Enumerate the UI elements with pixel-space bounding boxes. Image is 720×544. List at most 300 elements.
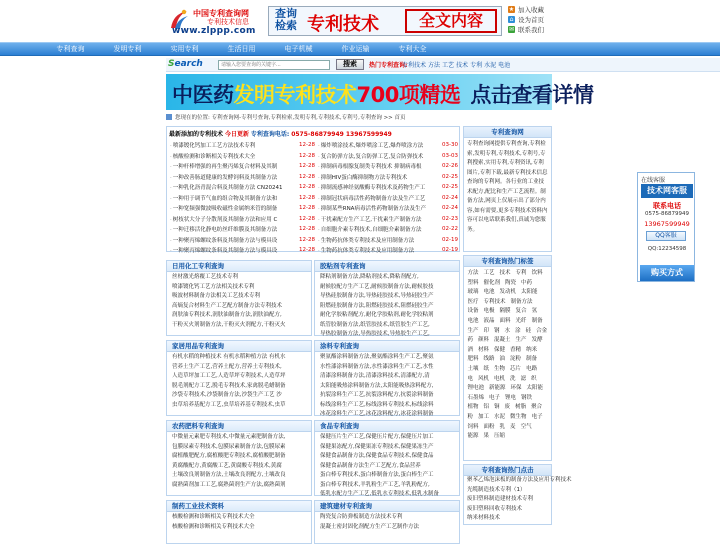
hot-tag[interactable]: 油 bbox=[499, 356, 506, 363]
hot-click-item[interactable]: 纳米材料技术 bbox=[467, 515, 501, 522]
latest-title: 最新添加的专利技术 bbox=[169, 131, 224, 138]
section-item[interactable]: 蛋白棒专利技术,羊乳粉生产工艺,羊乳粉配方, bbox=[320, 481, 430, 488]
latest-item[interactable] bbox=[318, 161, 458, 172]
hot-tag[interactable]: 电 bbox=[467, 375, 474, 382]
latest-item[interactable] bbox=[170, 151, 315, 162]
hot-tag[interactable]: 材料 bbox=[478, 346, 490, 353]
latest-item-title: · 复合防弹方法,复合防弹工艺,复合防弹技术 bbox=[318, 152, 440, 160]
cs-online-label: 在线客服 bbox=[641, 177, 666, 184]
hot-tag[interactable]: 工艺 bbox=[483, 270, 495, 276]
latest-right-list bbox=[318, 140, 458, 256]
latest-item-date: 02-23 bbox=[442, 215, 458, 222]
hot-tag[interactable]: 肥料 bbox=[467, 356, 479, 363]
hot-tag[interactable]: 滤 bbox=[520, 375, 527, 382]
latest-item[interactable] bbox=[170, 140, 315, 151]
latest-item-title: · 核酸检测和诊断相关专利技术大全 bbox=[170, 152, 297, 160]
nav-item-2[interactable]: 实用专利 bbox=[170, 45, 199, 53]
section-item[interactable]: 标线涂料生产工艺,标线涂料专利技术,标线涂料 bbox=[320, 401, 434, 408]
section-list bbox=[167, 432, 311, 490]
hot-tag[interactable]: 铝 bbox=[483, 404, 490, 411]
site-intro-title: 专利查询网 bbox=[464, 127, 551, 138]
hot-tag[interactable]: 水泥 bbox=[494, 413, 506, 420]
latest-item-date: 03-30 bbox=[442, 142, 458, 149]
latest-item[interactable] bbox=[318, 151, 458, 162]
section-item[interactable]: 腐熟菌剂加工工艺,腐熟菌剂生产方法,腐熟菌剂 bbox=[172, 481, 286, 488]
hot-tag[interactable]: 洗 bbox=[510, 375, 516, 382]
latest-item-date: 02-24 bbox=[442, 194, 458, 201]
hot-tag[interactable]: 太阳能 bbox=[521, 289, 538, 296]
hot-tag[interactable]: 微生物 bbox=[510, 413, 527, 420]
section-construction bbox=[314, 500, 460, 544]
hot-tag[interactable]: 氢 bbox=[531, 308, 538, 315]
section-item[interactable]: 润肤油专利技术,润肤油制备方法,润肤油配方, bbox=[172, 312, 282, 318]
hot-tag[interactable]: 专利 bbox=[515, 270, 527, 276]
section-item[interactable]: 陶瓷复合防弹板制造方法技术专利 bbox=[320, 514, 403, 520]
hot-tag[interactable]: 织 bbox=[531, 375, 537, 382]
latest-item-date: 12-28 bbox=[299, 173, 315, 180]
latest-item-date: 02-19 bbox=[442, 247, 458, 254]
nav-item-0[interactable]: 专利查询 bbox=[56, 45, 85, 53]
latest-item[interactable] bbox=[318, 203, 458, 214]
hot-click-item[interactable]: 废旧塑料回收专利技术 bbox=[467, 505, 523, 512]
section-food bbox=[314, 420, 460, 496]
section-item[interactable]: 中微量元素肥专利技术,中微量元素肥制备方法, bbox=[172, 434, 286, 440]
latest-item[interactable] bbox=[318, 193, 458, 204]
hot-tag[interactable]: 陶瓷 bbox=[505, 279, 517, 286]
section-item[interactable]: 干粉灭火剂制备方法,干粉灭火剂配方,干粉灭火 bbox=[172, 321, 286, 328]
latest-item-title: · 抑制病毒根腺复制类专利技术 抑制病毒根 bbox=[318, 162, 440, 170]
section-item[interactable]: 黄腐酸配方,黄腐酸工艺,黄腐酸专利技术,黄腐 bbox=[172, 462, 282, 469]
section-item[interactable]: 有机水稻的种植技术 有机水稻种植方法 有机水 bbox=[172, 354, 286, 360]
hot-click-item[interactable]: 废旧塑料制造建材技术专利 bbox=[467, 496, 534, 503]
hot-word-link[interactable]: 电池 bbox=[498, 62, 511, 69]
hot-tag[interactable]: 纳米 bbox=[526, 346, 538, 353]
nav-items bbox=[42, 43, 441, 56]
latest-item[interactable] bbox=[318, 140, 458, 151]
hot-tag[interactable]: 新能源 bbox=[489, 385, 506, 392]
latest-item-title: · 抑制流感神经氨酸酶专利技术及药物生产工 bbox=[318, 183, 440, 191]
site-logo[interactable] bbox=[165, 6, 273, 36]
section-list bbox=[315, 432, 459, 500]
hot-tag[interactable]: 加工 bbox=[478, 413, 490, 420]
nav-item-3[interactable]: 生活日用 bbox=[227, 45, 256, 53]
logo-subtitle: 专利技术信息 bbox=[207, 18, 249, 26]
nav-item-6[interactable]: 专利大全 bbox=[398, 45, 427, 53]
nav-item-4[interactable]: 电子机械 bbox=[284, 45, 313, 53]
hot-click-item[interactable]: 光缆制造技术专利（1） bbox=[467, 486, 526, 493]
hot-word-link[interactable]: 工艺 bbox=[442, 62, 455, 69]
section-item[interactable]: 清漆涂料制备方法,清漆涂料技术,清漆配方,清 bbox=[320, 373, 430, 379]
section-pesticide-fertilizer bbox=[166, 420, 312, 496]
latest-item-title: · 自细胞介素专利技术,自细胞介素制备方法 bbox=[318, 225, 440, 233]
customer-service-panel bbox=[637, 172, 695, 282]
hot-tag[interactable]: 涂 bbox=[515, 327, 521, 334]
latest-item[interactable] bbox=[170, 203, 315, 214]
section-item[interactable]: 丝材激光熔覆工艺技术专利 bbox=[172, 274, 239, 280]
hot-tag[interactable]: 复合 bbox=[515, 308, 527, 315]
hot-tag[interactable]: 硅 bbox=[525, 327, 532, 334]
section-title[interactable]: 建筑建材专利查询 bbox=[315, 501, 459, 512]
hot-tag[interactable]: 麦 bbox=[510, 423, 516, 430]
promo-tcm: 中医药 bbox=[172, 83, 234, 107]
hot-tag[interactable]: 生物 bbox=[494, 365, 506, 372]
latest-item[interactable] bbox=[170, 182, 315, 193]
latest-patents-box bbox=[166, 126, 460, 255]
hot-tag[interactable]: 饲料 bbox=[467, 423, 479, 430]
latest-item-title: · 爆炸喷涂技术,爆炸喷涂工艺,爆炸喷涂方法 bbox=[318, 141, 440, 149]
section-item[interactable]: 喷漆镀化钙工艺方法相关技术专利 bbox=[172, 283, 255, 290]
section-item[interactable]: 导热硅胶制备方法,导热硅胶技术,导热硅胶生产 bbox=[320, 293, 434, 299]
breadcrumb-text: 您现在的位置: 专利查询网-专利号查询,专利检索,发明专利,专利技术,专利号,专利查询 >> 首页 bbox=[175, 115, 406, 121]
hot-word-link[interactable]: 专利 bbox=[470, 62, 483, 69]
latest-item-date: 12-28 bbox=[299, 247, 315, 254]
site-intro-text: 专利查询网提供专利查询,专利检索,发明专利,专利技术,专利号,专利搜索,实用专利,专利资讯,专利图片,专利下载,最新专利技术信息查询的专利网。各行业的工业技术配方,配比和生产工艺流程。制备方法,网页上仅展示出了部分内容,如有需要,更多专利技术资料内容可以电话联系我们,真诚为您服务。 bbox=[467, 141, 548, 233]
hot-tag[interactable]: 玻璃 bbox=[467, 289, 479, 296]
top-banner[interactable] bbox=[268, 6, 502, 36]
latest-item-title: · 抑制HIV蛋白酶抑制物方法专利技术 bbox=[318, 173, 440, 181]
hot-tag[interactable]: 电子 bbox=[531, 413, 543, 420]
latest-item-title: · 树枝状大分子分散剂及其制备方法和应用 C bbox=[170, 215, 297, 223]
section-adhesive bbox=[314, 260, 460, 336]
latest-item[interactable] bbox=[170, 193, 315, 204]
section-title[interactable]: 日用化工专利查询 bbox=[167, 261, 311, 272]
section-item[interactable]: 混凝土密封固化剂配方生产工艺制作方法 bbox=[320, 523, 420, 530]
section-item[interactable]: 人造草坪加工工艺,人造草坪专利技术,人造草坪 bbox=[172, 373, 286, 379]
promo-invention: 发明专利技术 bbox=[233, 83, 357, 107]
latest-item-date: 02-25 bbox=[442, 173, 458, 180]
section-item[interactable]: 土壤改良剂制备方法,土壤改良剂配方,土壤改良 bbox=[172, 472, 286, 478]
hot-clicks-title: 专利查询热门点击 bbox=[464, 465, 551, 476]
latest-item[interactable] bbox=[318, 214, 458, 225]
section-title[interactable]: 家居用品专利查询 bbox=[167, 341, 311, 352]
latest-item[interactable] bbox=[318, 224, 458, 235]
banner-fulltext-text: 全文内容 bbox=[405, 9, 497, 33]
hot-tag[interactable]: 石墨烯 bbox=[467, 394, 485, 401]
hot-tag[interactable]: 树脂 bbox=[515, 404, 527, 411]
main-nav bbox=[0, 42, 720, 56]
hot-tags-grid bbox=[464, 267, 551, 444]
hot-tag[interactable]: 粉 bbox=[467, 413, 474, 420]
hot-tag[interactable]: 专利技术 bbox=[483, 298, 506, 305]
hot-tag[interactable]: 电池 bbox=[467, 317, 479, 324]
latest-item-title: · 一种迁移活化静电纺丝纤维膜及其制备方法 bbox=[170, 225, 297, 233]
latest-item-title: · 一种乳化沥青混合料及其制备方法 CN20241 bbox=[170, 183, 297, 191]
section-item[interactable]: 吸波材料制备方法相关工艺技术专利 bbox=[172, 293, 261, 299]
section-item[interactable]: 降粘剂制备方法,降粘剂技术,降粘剂配方, bbox=[320, 274, 419, 280]
latest-left-list bbox=[170, 140, 315, 256]
latest-item-date: 12-28 bbox=[299, 194, 315, 201]
section-item[interactable]: 腐植酸肥配方,腐植酸肥专利技术,腐植酸肥制备 bbox=[172, 453, 286, 459]
search-logo-s: S bbox=[168, 59, 175, 69]
hot-tag[interactable]: 锂电池 bbox=[467, 385, 485, 392]
quick-link-1[interactable] bbox=[508, 14, 568, 24]
hot-tag[interactable]: 压缩 bbox=[494, 433, 506, 440]
cs-tel: 0575-86879949 bbox=[645, 211, 689, 217]
latest-item-title: · 一种用于调节气血的组合物及其制备方法和 bbox=[170, 194, 297, 202]
hot-tag[interactable]: 废 bbox=[504, 404, 511, 411]
nav-item-5[interactable]: 作业运输 bbox=[341, 45, 370, 53]
hot-search-words bbox=[402, 60, 510, 69]
section-item[interactable]: 保健食品制备方法生产工艺配方,食品营养 bbox=[320, 462, 421, 469]
hot-tag[interactable]: 电池 bbox=[483, 289, 495, 296]
hot-tag[interactable]: 线路 bbox=[483, 356, 495, 363]
section-item[interactable]: 冰花涂料生产工艺,冰花涂料配方,冰花涂料制备 bbox=[320, 411, 434, 417]
logo-url: www.zlppp.com bbox=[172, 26, 256, 36]
hot-tag[interactable]: 太阳能 bbox=[526, 385, 544, 392]
section-item[interactable]: 耐候胶配方生产工艺,耐候胶制备方法,耐候胶技 bbox=[320, 283, 434, 290]
hot-tag[interactable]: 制备 bbox=[531, 317, 543, 324]
hot-tag[interactable]: 电子 bbox=[489, 394, 501, 401]
quick-link-label: 联系我们 bbox=[518, 25, 544, 34]
latest-item-date: 02-26 bbox=[442, 163, 458, 170]
hot-tag[interactable]: 颜料 bbox=[478, 337, 490, 344]
hot-tag[interactable]: 药 bbox=[467, 337, 474, 344]
section-item[interactable]: 脱毛剂配方工艺,脱毛专利技术,家禽脱毛蜡制备 bbox=[172, 382, 286, 389]
hot-tag[interactable]: 制备方法 bbox=[510, 298, 533, 305]
hot-tag[interactable]: 面料 bbox=[499, 317, 511, 324]
promo-banner-text bbox=[172, 79, 593, 109]
hot-tag[interactable]: 环保 bbox=[510, 385, 522, 392]
section-item[interactable]: 核酸检测和诊断相关专利技术大全 bbox=[172, 514, 255, 520]
section-item[interactable]: 纸管胶制备方法,纸管胶技术,纸管胶生产工艺, bbox=[320, 321, 430, 328]
latest-item-date: 12-28 bbox=[299, 152, 315, 159]
hot-tag[interactable]: 混凝土 bbox=[494, 337, 511, 344]
latest-item-title: · 生物药抗体类专利技术及应用制备方法 bbox=[318, 246, 440, 254]
hot-word-link[interactable]: 专利技术 bbox=[402, 62, 427, 69]
hot-tag[interactable]: 合金 bbox=[536, 327, 548, 334]
cs-title: 技术网客服 bbox=[641, 184, 693, 198]
section-item[interactable]: 虫草培养基配方工艺,虫草培养基专利技术,虫草 bbox=[172, 401, 286, 408]
hot-tag[interactable]: 纸 bbox=[483, 365, 490, 372]
section-item[interactable]: 耐化学胶粘剂配方,耐化学胶粘剂,耐化学胶粘剂 bbox=[320, 312, 434, 318]
hot-tag[interactable]: 能源 bbox=[467, 433, 479, 440]
hot-tag[interactable]: 钢铁 bbox=[521, 394, 533, 401]
hot-tag[interactable]: 塑料 bbox=[467, 279, 479, 286]
latest-item-title: · 干扰素配方生产工艺,干扰素生产制备方法 bbox=[318, 215, 440, 223]
qq-button[interactable]: QQ客服 bbox=[646, 231, 686, 241]
banner-patent-text: 专利技术 bbox=[307, 14, 379, 35]
latest-item-title: · 抑制冠状病毒活性药物制备方法及生产工艺 bbox=[318, 194, 440, 202]
hot-word-link[interactable]: 技术 bbox=[456, 62, 469, 69]
home-icon bbox=[166, 114, 172, 120]
promo-cta: 点击查看详情 bbox=[470, 83, 594, 107]
latest-item-title: · 喷漆镀化钙加工工艺方法技术专利 bbox=[170, 141, 297, 149]
hot-tag[interactable]: 聚合 bbox=[531, 404, 543, 411]
hot-tag[interactable]: 土壤 bbox=[467, 365, 479, 372]
site-intro-box bbox=[463, 126, 552, 252]
hot-tag[interactable]: 电极 bbox=[483, 308, 495, 315]
hot-tag[interactable]: 中药 bbox=[521, 279, 533, 286]
home-icon: ⌂ bbox=[509, 15, 514, 23]
section-title[interactable]: 食品专利查询 bbox=[315, 421, 459, 432]
hot-tag[interactable]: 电路 bbox=[526, 365, 538, 372]
hot-tag[interactable]: 制备 bbox=[526, 356, 538, 363]
section-list bbox=[167, 352, 311, 410]
hot-word-link[interactable]: 水泥 bbox=[484, 62, 497, 69]
search-logo bbox=[168, 59, 203, 69]
latest-item-date: 12-28 bbox=[299, 163, 315, 170]
search-bar bbox=[166, 58, 720, 72]
latest-item-date: 12-28 bbox=[299, 184, 315, 191]
search-button[interactable]: 搜索 bbox=[336, 59, 364, 70]
latest-item[interactable] bbox=[170, 224, 315, 235]
hot-tag[interactable]: 光纤 bbox=[515, 317, 527, 324]
hot-tag[interactable]: 植物 bbox=[467, 404, 479, 411]
latest-item[interactable] bbox=[318, 245, 458, 256]
latest-item-title: · 一种杆棒增强的再生聚丙烯复合材料及其制 bbox=[170, 162, 297, 170]
hot-tag[interactable]: 技术 bbox=[499, 270, 511, 276]
quick-link-label: 设为首页 bbox=[518, 15, 544, 24]
hot-tag[interactable]: 发酵 bbox=[531, 337, 543, 344]
latest-item-date: 12-28 bbox=[299, 205, 315, 212]
quick-link-label: 加入收藏 bbox=[518, 5, 544, 14]
search-input[interactable] bbox=[218, 60, 330, 70]
hot-tag[interactable]: 芯片 bbox=[510, 365, 522, 372]
hot-tag[interactable]: 方法 bbox=[467, 270, 479, 276]
latest-item[interactable] bbox=[318, 182, 458, 193]
section-title[interactable]: 制药工业技术资料 bbox=[167, 501, 311, 512]
latest-item-date: 02-25 bbox=[442, 184, 458, 191]
hot-tag[interactable]: 风机 bbox=[478, 375, 490, 382]
breadcrumb bbox=[166, 113, 552, 123]
cs-phone: 13967599949 bbox=[644, 220, 690, 228]
hot-tag[interactable]: 淀粉 bbox=[510, 356, 522, 363]
hot-tag[interactable]: 锂电 bbox=[505, 394, 517, 401]
section-item[interactable]: 阻燃硅胶制备方法,阻燃硅胶技术,阻燃硅胶生产 bbox=[320, 302, 434, 309]
bookmark-icon: ★ bbox=[508, 5, 515, 13]
hot-tag[interactable]: 印 bbox=[483, 327, 490, 334]
purchase-method-button[interactable]: 购买方式 bbox=[640, 265, 694, 281]
section-item[interactable]: 包膜尿素专利技术,包膜尿素制备方法,包膜尿素 bbox=[172, 443, 286, 450]
hot-tag[interactable]: 医疗 bbox=[467, 298, 479, 305]
latest-item-title: · 生物药抗体类专利技术及应用制备方法 bbox=[318, 236, 440, 244]
latest-item[interactable] bbox=[170, 235, 315, 246]
section-list bbox=[315, 512, 459, 532]
hot-tag[interactable]: 铜 bbox=[494, 404, 500, 411]
section-title[interactable]: 胶粘剂专利查询 bbox=[315, 261, 459, 272]
section-item[interactable]: 太阳能吸热涂料制备方法,太阳能吸热涂料配方, bbox=[320, 382, 434, 389]
hotline-phone: 0575-86879949 13967599949 bbox=[291, 131, 392, 138]
latest-item[interactable] bbox=[170, 214, 315, 225]
hot-tags-title: 专利查询热门标签 bbox=[464, 256, 551, 267]
section-title[interactable]: 涂料专利查询 bbox=[315, 341, 459, 352]
latest-item-title: · 一种宽频强微波吸收磁性金属纳米管的制备 bbox=[170, 204, 297, 212]
hotline-label: 专利查询电话: bbox=[250, 131, 290, 138]
promo-banner[interactable] bbox=[166, 74, 594, 110]
hot-clicks-box bbox=[463, 464, 572, 525]
section-item[interactable]: 导热胶制备方法,导热胶技术,导热胶生产工艺, bbox=[320, 331, 430, 337]
section-item[interactable]: 低乳水配方生产工艺,低乳水专利技术,低乳水制备 bbox=[320, 491, 439, 497]
latest-item-title: · 一种改善肠道健康的发酵饲料及其制备方法 bbox=[170, 173, 297, 181]
section-pharma bbox=[166, 500, 312, 544]
hot-tag[interactable]: 隔膜 bbox=[499, 308, 511, 315]
latest-item-date: 02-19 bbox=[442, 236, 458, 243]
latest-item-title: · 抑制某些RNA病毒活性药物制备方法及生产 bbox=[318, 204, 440, 212]
banner-query-text: 查询检索 bbox=[275, 7, 297, 32]
latest-item[interactable] bbox=[318, 172, 458, 183]
hot-tag[interactable]: 面粉 bbox=[483, 423, 495, 430]
quick-link-0[interactable] bbox=[508, 4, 568, 14]
latest-item-title: · 一种聚丙烯螺纹条料及其制备方法与模具设 bbox=[170, 236, 297, 244]
section-item[interactable]: 营养土生产工艺,营养土配方,营养土专利技术, bbox=[172, 363, 282, 370]
nav-item-1[interactable]: 发明专利 bbox=[113, 45, 142, 53]
section-item[interactable]: 沙袋专利技术,沙袋制备方法,沙袋生产工艺 沙 bbox=[172, 392, 282, 398]
section-item[interactable]: 保健果冻配方,保健果冻专利技术,保健果冻生产 bbox=[320, 443, 434, 450]
hot-tag[interactable]: 空气 bbox=[520, 423, 532, 430]
section-coating bbox=[314, 340, 460, 416]
section-item[interactable]: 水性漆涂料制备方法,水性漆涂料生产工艺,水性 bbox=[320, 363, 434, 370]
section-item[interactable]: 聚氨酯涂料制备方法,聚氨酯涂料生产工艺,聚氨 bbox=[320, 354, 434, 360]
hot-tag[interactable]: 电机 bbox=[494, 375, 506, 382]
section-item[interactable]: 核酸检测和诊断相关专利技术大全 bbox=[172, 523, 255, 530]
section-list bbox=[167, 512, 311, 532]
latest-item-date: 02-24 bbox=[442, 205, 458, 212]
section-daily-chemical bbox=[166, 260, 312, 336]
section-item[interactable]: 蛋白棒专利技术,蛋白棒制备方法,蛋白棒生产工 bbox=[320, 472, 434, 478]
hot-tag[interactable]: 催化剂 bbox=[483, 279, 501, 286]
latest-item-title: · 一种聚丙烯螺纹条料及其制备方法与模具设 bbox=[170, 246, 297, 254]
latest-item-date: 12-28 bbox=[299, 226, 315, 233]
latest-item-date: 12-28 bbox=[299, 142, 315, 149]
latest-item-date: 02-22 bbox=[442, 226, 458, 233]
today-updated-badge: 今日更新 bbox=[224, 131, 249, 138]
latest-item[interactable] bbox=[318, 235, 458, 246]
hot-tag[interactable]: 饮料 bbox=[531, 270, 543, 276]
section-list bbox=[167, 272, 311, 330]
hot-word-link[interactable]: 方法 bbox=[428, 62, 441, 69]
hot-tag[interactable]: 香精 bbox=[510, 346, 522, 353]
search-logo-rest: earch bbox=[174, 59, 203, 69]
hot-tag[interactable]: 果 bbox=[483, 433, 490, 440]
hot-clicks-list bbox=[464, 476, 572, 524]
quick-link-2[interactable] bbox=[508, 24, 568, 34]
section-item[interactable]: 保健食品制备方法,保健食品专利技术,保健食品 bbox=[320, 453, 434, 459]
latest-item-date: 03-03 bbox=[442, 152, 458, 159]
hot-tag[interactable]: 生产 bbox=[467, 327, 479, 334]
cs-contact-label: 联系电话 bbox=[653, 202, 681, 210]
section-list bbox=[315, 352, 459, 420]
section-title[interactable]: 农药肥料专利查询 bbox=[167, 421, 311, 432]
hot-tag[interactable]: 钢 bbox=[494, 327, 500, 334]
quick-links bbox=[508, 4, 568, 34]
hot-search-label: 热门专利查询: bbox=[369, 62, 408, 69]
section-item[interactable]: 高熵复合材料生产工艺配方制备方法专利技术 bbox=[172, 302, 283, 309]
section-item[interactable]: 保健压片生产工艺,保健压片配方,保健压片加工 bbox=[320, 434, 434, 440]
latest-item[interactable] bbox=[170, 245, 315, 256]
promo-count: 700项精选 bbox=[356, 83, 461, 107]
hot-tag[interactable]: 水 bbox=[504, 327, 511, 334]
section-list bbox=[315, 272, 459, 340]
hot-tag[interactable]: 设备 bbox=[467, 308, 479, 315]
hot-tag[interactable]: 生产 bbox=[515, 337, 527, 344]
hot-tag[interactable]: 液晶 bbox=[483, 317, 495, 324]
latest-header bbox=[169, 129, 392, 138]
latest-item-date: 12-28 bbox=[299, 236, 315, 243]
hot-click-item[interactable]: 聚苯乙烯泡沫板的制备方法及应用专利技术 bbox=[467, 477, 572, 483]
hot-tag[interactable]: 乳 bbox=[499, 423, 506, 430]
cs-qq-number: QQ:12234598 bbox=[647, 246, 687, 252]
hot-tag[interactable]: 发动机 bbox=[499, 289, 517, 296]
section-household bbox=[166, 340, 312, 416]
latest-item[interactable] bbox=[170, 172, 315, 183]
logo-title: 中国专利查询网 bbox=[193, 9, 249, 18]
contact-icon: ✉ bbox=[508, 25, 515, 33]
hot-tags-box bbox=[463, 255, 552, 461]
latest-item[interactable] bbox=[170, 161, 315, 172]
hot-tag[interactable]: 保健 bbox=[494, 346, 506, 353]
hot-tag[interactable]: 酒 bbox=[467, 346, 474, 353]
section-item[interactable]: 抗裂涂料生产工艺,抗裂涂料配方,抗裂涂料制备 bbox=[320, 392, 434, 398]
